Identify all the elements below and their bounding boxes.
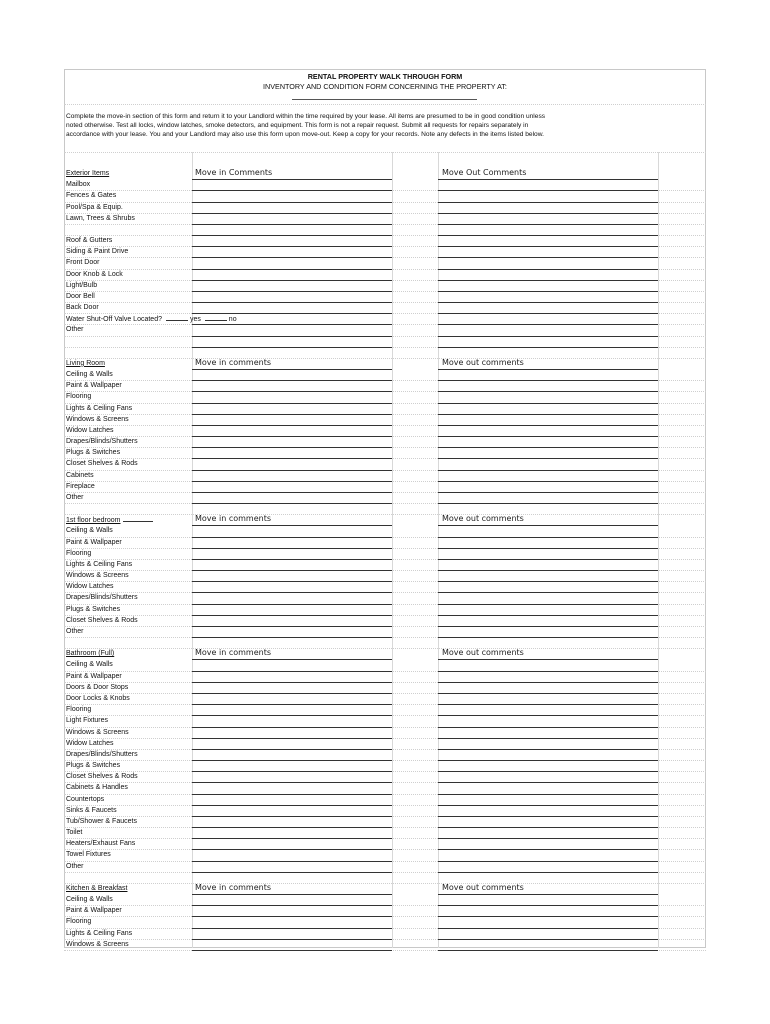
column-divider bbox=[438, 152, 439, 948]
comment-line[interactable] bbox=[438, 894, 658, 895]
item-label: Tub/Shower & Faucets bbox=[66, 817, 137, 825]
comment-line[interactable] bbox=[192, 805, 392, 806]
comment-line[interactable] bbox=[192, 302, 392, 303]
row-divider bbox=[64, 152, 706, 153]
comment-line[interactable] bbox=[192, 548, 392, 549]
item-label: Windows & Screens bbox=[66, 940, 129, 948]
item-label: Fireplace bbox=[66, 482, 95, 490]
comment-line[interactable] bbox=[438, 671, 658, 672]
comment-line[interactable] bbox=[192, 693, 392, 694]
comment-line[interactable] bbox=[438, 269, 658, 270]
comment-line[interactable] bbox=[192, 816, 392, 817]
item-label: Other bbox=[66, 862, 84, 870]
comment-line[interactable] bbox=[438, 391, 658, 392]
section-header: 1st floor bedroom bbox=[66, 515, 153, 525]
item-label: Cabinets & Handles bbox=[66, 784, 128, 792]
comment-line[interactable] bbox=[192, 760, 392, 761]
comment-line[interactable] bbox=[438, 257, 658, 258]
row-divider bbox=[64, 104, 706, 105]
item-label: Windows & Screens bbox=[66, 572, 129, 580]
comment-line[interactable] bbox=[438, 682, 658, 683]
comment-line[interactable] bbox=[438, 715, 658, 716]
comment-line[interactable] bbox=[192, 849, 392, 850]
item-label: Plugs & Switches bbox=[66, 449, 121, 457]
item-label: Flooring bbox=[66, 549, 92, 557]
item-label: Cabinets bbox=[66, 471, 94, 479]
comment-line[interactable] bbox=[192, 928, 392, 929]
comment-line[interactable] bbox=[192, 782, 392, 783]
comment-line[interactable] bbox=[438, 827, 658, 828]
comment-line[interactable] bbox=[438, 592, 658, 593]
item-label: Paint & Wallpaper bbox=[66, 538, 122, 546]
property-address-line[interactable] bbox=[292, 99, 477, 100]
comment-line[interactable] bbox=[438, 693, 658, 694]
item-label: Door Bell bbox=[66, 292, 95, 300]
comment-line[interactable] bbox=[438, 425, 658, 426]
comment-line[interactable] bbox=[438, 525, 658, 526]
row-divider bbox=[64, 514, 706, 515]
comment-line[interactable] bbox=[192, 704, 392, 705]
item-label: Plugs & Switches bbox=[66, 605, 121, 613]
comment-line[interactable] bbox=[438, 190, 658, 191]
item-label: Sinks & Faucets bbox=[66, 806, 117, 814]
comment-line[interactable] bbox=[192, 447, 392, 448]
comment-line[interactable] bbox=[438, 492, 658, 493]
move-in-header: Move in comments bbox=[195, 648, 272, 658]
comment-line[interactable] bbox=[192, 324, 392, 325]
comment-line[interactable] bbox=[438, 928, 658, 929]
move-out-header: Move Out Comments bbox=[442, 168, 527, 177]
comment-line[interactable] bbox=[192, 190, 392, 191]
comment-line[interactable] bbox=[438, 336, 658, 337]
comment-line[interactable] bbox=[438, 458, 658, 459]
comment-line[interactable] bbox=[192, 604, 392, 605]
comment-line[interactable] bbox=[192, 246, 392, 247]
comment-line[interactable] bbox=[192, 470, 392, 471]
instructions bbox=[66, 112, 666, 140]
comment-line[interactable] bbox=[192, 391, 392, 392]
comment-line[interactable] bbox=[438, 704, 658, 705]
comment-line[interactable] bbox=[192, 380, 392, 381]
item-label: Widow Latches bbox=[66, 739, 114, 747]
comment-line[interactable] bbox=[192, 458, 392, 459]
valve-no-blank[interactable] bbox=[205, 314, 227, 321]
comment-line[interactable] bbox=[192, 537, 392, 538]
comment-line[interactable] bbox=[438, 224, 658, 225]
comment-line[interactable] bbox=[438, 559, 658, 560]
comment-line[interactable] bbox=[438, 470, 658, 471]
instruction-line: noted otherwise. Test all locks, window latches, smoke detectors, and equipment. This form is not a repair request. Submit all requests for repairs separately in bbox=[66, 122, 529, 130]
comment-line[interactable] bbox=[192, 626, 392, 627]
form-title: RENTAL PROPERTY WALK THROUGH FORM bbox=[307, 72, 463, 81]
comment-line[interactable] bbox=[192, 269, 392, 270]
comment-line[interactable] bbox=[438, 291, 658, 292]
comment-line[interactable] bbox=[438, 213, 658, 214]
comment-line[interactable] bbox=[438, 202, 658, 203]
comment-line[interactable] bbox=[192, 827, 392, 828]
section-header: Bathroom (Full) bbox=[66, 650, 115, 658]
section-header: Living Room bbox=[66, 359, 105, 367]
item-label: Lights & Ceiling Fans bbox=[66, 404, 133, 412]
comment-line[interactable] bbox=[438, 771, 658, 772]
item-label: Closet Shelves & Rods bbox=[66, 460, 138, 468]
row-divider bbox=[64, 358, 706, 359]
comment-line[interactable] bbox=[192, 581, 392, 582]
item-label: Paint & Wallpaper bbox=[66, 672, 122, 680]
comment-line[interactable] bbox=[192, 939, 392, 940]
bedroom-blank[interactable] bbox=[123, 515, 153, 522]
comment-line[interactable] bbox=[438, 916, 658, 917]
comment-line[interactable] bbox=[438, 179, 658, 180]
item-label: Ceiling & Walls bbox=[66, 661, 113, 669]
comment-line[interactable] bbox=[438, 838, 658, 839]
item-label: Front Door bbox=[66, 259, 100, 267]
item-label: Closet Shelves & Rods bbox=[66, 616, 138, 624]
comment-line[interactable] bbox=[192, 671, 392, 672]
comment-line[interactable] bbox=[438, 905, 658, 906]
comment-line[interactable] bbox=[438, 615, 658, 616]
comment-line[interactable] bbox=[438, 246, 658, 247]
comment-line[interactable] bbox=[192, 861, 392, 862]
item-label: Other bbox=[66, 493, 84, 501]
comment-line[interactable] bbox=[438, 805, 658, 806]
item-label: Drapes/Blinds/Shutters bbox=[66, 750, 138, 758]
comment-line[interactable] bbox=[192, 503, 392, 504]
comment-line[interactable] bbox=[438, 503, 658, 504]
comment-line[interactable] bbox=[192, 280, 392, 281]
instruction-line: accordance with your lease. You and your Landlord may also use this form upon move-out. Keep a copy for your records. Note any defects in the items listed below. bbox=[66, 131, 544, 139]
comment-line[interactable] bbox=[192, 403, 392, 404]
item-label: Lights & Ceiling Fans bbox=[66, 560, 133, 568]
comment-line[interactable] bbox=[438, 447, 658, 448]
item-label: Paint & Wallpaper bbox=[66, 907, 122, 915]
item-label: Door Knob & Lock bbox=[66, 270, 123, 278]
comment-line[interactable] bbox=[192, 738, 392, 739]
comment-line[interactable] bbox=[192, 414, 392, 415]
item-label: Light Fixtures bbox=[66, 717, 109, 725]
comment-line[interactable] bbox=[192, 436, 392, 437]
item-label: Lights & Ceiling Fans bbox=[66, 929, 133, 937]
valve-no-label: no bbox=[228, 316, 237, 324]
item-label: Towel Fixtures bbox=[66, 851, 111, 859]
comment-line[interactable] bbox=[192, 916, 392, 917]
comment-line[interactable] bbox=[438, 537, 658, 538]
comment-line[interactable] bbox=[192, 202, 392, 203]
item-label: Other bbox=[66, 326, 84, 334]
item-label: Countertops bbox=[66, 795, 105, 803]
item-label: Flooring bbox=[66, 706, 92, 714]
comment-line[interactable] bbox=[438, 581, 658, 582]
comment-line[interactable] bbox=[192, 291, 392, 292]
comment-line[interactable] bbox=[438, 481, 658, 482]
item-label: Windows & Screens bbox=[66, 728, 129, 736]
comment-line[interactable] bbox=[438, 313, 658, 314]
comment-line[interactable] bbox=[192, 682, 392, 683]
comment-line[interactable] bbox=[438, 727, 658, 728]
comment-line[interactable] bbox=[192, 659, 392, 660]
item-label: Doors & Door Stops bbox=[66, 683, 129, 691]
item-label: Drapes/Blinds/Shutters bbox=[66, 594, 138, 602]
comment-line[interactable] bbox=[192, 257, 392, 258]
comment-line[interactable] bbox=[192, 224, 392, 225]
comment-line[interactable] bbox=[192, 771, 392, 772]
comment-line[interactable] bbox=[192, 872, 392, 873]
item-label: Closet Shelves & Rods bbox=[66, 773, 138, 781]
comment-line[interactable] bbox=[438, 302, 658, 303]
comment-line[interactable] bbox=[438, 235, 658, 236]
comment-line[interactable] bbox=[192, 481, 392, 482]
comment-line[interactable] bbox=[192, 715, 392, 716]
move-out-header: Move out comments bbox=[442, 648, 524, 658]
comment-line[interactable] bbox=[438, 626, 658, 627]
item-label: Water Shut-Off Valve Located? yes no bbox=[66, 316, 237, 324]
comment-line[interactable] bbox=[438, 570, 658, 571]
item-label: Pool/Spa & Equip. bbox=[66, 203, 123, 211]
comment-line[interactable] bbox=[438, 861, 658, 862]
valve-yes-label: yes bbox=[189, 316, 201, 324]
row-divider bbox=[64, 883, 706, 884]
item-label: Other bbox=[66, 627, 84, 635]
comment-line[interactable] bbox=[192, 950, 392, 951]
row-divider bbox=[64, 648, 706, 649]
comment-line[interactable] bbox=[192, 615, 392, 616]
comment-line[interactable] bbox=[192, 369, 392, 370]
comment-line[interactable] bbox=[192, 525, 392, 526]
item-label: Siding & Paint Drive bbox=[66, 248, 129, 256]
comment-line[interactable] bbox=[438, 749, 658, 750]
move-in-header: Move in comments bbox=[195, 357, 272, 367]
move-in-header: Move in comments bbox=[195, 882, 272, 892]
comment-line[interactable] bbox=[438, 738, 658, 739]
comment-line[interactable] bbox=[192, 794, 392, 795]
item-label: Drapes/Blinds/Shutters bbox=[66, 438, 138, 446]
comment-line[interactable] bbox=[438, 369, 658, 370]
comment-line[interactable] bbox=[438, 324, 658, 325]
item-label: Flooring bbox=[66, 918, 92, 926]
comment-line[interactable] bbox=[438, 637, 658, 638]
item-label: Door Locks & Knobs bbox=[66, 694, 130, 702]
comment-line[interactable] bbox=[192, 905, 392, 906]
section-header: Exterior Items bbox=[66, 170, 110, 177]
item-label: Windows & Screens bbox=[66, 415, 129, 423]
item-label: Plugs & Switches bbox=[66, 762, 121, 769]
comment-line[interactable] bbox=[438, 548, 658, 549]
move-in-header: Move in Comments bbox=[195, 168, 273, 177]
comment-line[interactable] bbox=[192, 179, 392, 180]
comment-line[interactable] bbox=[192, 894, 392, 895]
comment-line[interactable] bbox=[438, 939, 658, 940]
comment-line[interactable] bbox=[438, 794, 658, 795]
comment-line[interactable] bbox=[192, 838, 392, 839]
item-label: Ceiling & Walls bbox=[66, 527, 113, 535]
comment-line[interactable] bbox=[438, 782, 658, 783]
item-label: Ceiling & Walls bbox=[66, 896, 113, 904]
move-in-header: Move in comments bbox=[195, 514, 272, 524]
item-label: Widow Latches bbox=[66, 426, 114, 434]
comment-line[interactable] bbox=[438, 414, 658, 415]
comment-line[interactable] bbox=[438, 380, 658, 381]
item-label: Widow Latches bbox=[66, 583, 114, 591]
column-divider bbox=[658, 152, 659, 948]
instruction-line: Complete the move-in section of this form and return it to your Landlord within the time required by your lease. All items are presumed to be in good condition unless bbox=[66, 113, 546, 120]
item-label: Flooring bbox=[66, 393, 92, 401]
item-label: Back Door bbox=[66, 304, 99, 312]
move-out-header: Move out comments bbox=[442, 882, 524, 892]
comment-line[interactable] bbox=[438, 816, 658, 817]
comment-line[interactable] bbox=[192, 637, 392, 638]
comment-line[interactable] bbox=[192, 749, 392, 750]
item-label: Fences & Gates bbox=[66, 192, 117, 200]
comment-line[interactable] bbox=[438, 872, 658, 873]
item-label: Paint & Wallpaper bbox=[66, 382, 122, 390]
comment-line[interactable] bbox=[438, 347, 658, 348]
item-label: Lawn, Trees & Shrubs bbox=[66, 214, 135, 222]
item-label: Roof & Gutters bbox=[66, 237, 113, 245]
column-divider bbox=[192, 152, 193, 948]
comment-line[interactable] bbox=[192, 592, 392, 593]
comment-line[interactable] bbox=[192, 570, 392, 571]
comment-line[interactable] bbox=[192, 727, 392, 728]
column-divider bbox=[392, 152, 393, 948]
move-out-header: Move out comments bbox=[442, 357, 524, 367]
comment-line[interactable] bbox=[192, 235, 392, 236]
item-label: Mailbox bbox=[66, 181, 91, 189]
comment-line[interactable] bbox=[438, 403, 658, 404]
comment-line[interactable] bbox=[438, 849, 658, 850]
comment-line[interactable] bbox=[438, 659, 658, 660]
item-label: Heaters/Exhaust Fans bbox=[66, 840, 136, 848]
move-out-header: Move out comments bbox=[442, 514, 524, 524]
comment-line[interactable] bbox=[192, 347, 392, 348]
comment-line[interactable] bbox=[192, 336, 392, 337]
comment-line[interactable] bbox=[438, 280, 658, 281]
item-label: Toilet bbox=[66, 829, 83, 837]
comment-line[interactable] bbox=[192, 213, 392, 214]
comment-line[interactable] bbox=[192, 425, 392, 426]
comment-line[interactable] bbox=[438, 436, 658, 437]
comment-line[interactable] bbox=[192, 492, 392, 493]
comment-line[interactable] bbox=[438, 950, 658, 951]
comment-line[interactable] bbox=[192, 559, 392, 560]
form-subtitle: INVENTORY AND CONDITION FORM CONCERNING THE PROPERTY AT: bbox=[263, 82, 507, 91]
item-label: Light/Bulb bbox=[66, 281, 98, 289]
section-header: Kitchen & Breakfast bbox=[66, 884, 128, 892]
comment-line[interactable] bbox=[438, 760, 658, 761]
valve-yes-blank[interactable] bbox=[166, 314, 188, 321]
item-label: Ceiling & Walls bbox=[66, 371, 113, 379]
comment-line[interactable] bbox=[438, 604, 658, 605]
